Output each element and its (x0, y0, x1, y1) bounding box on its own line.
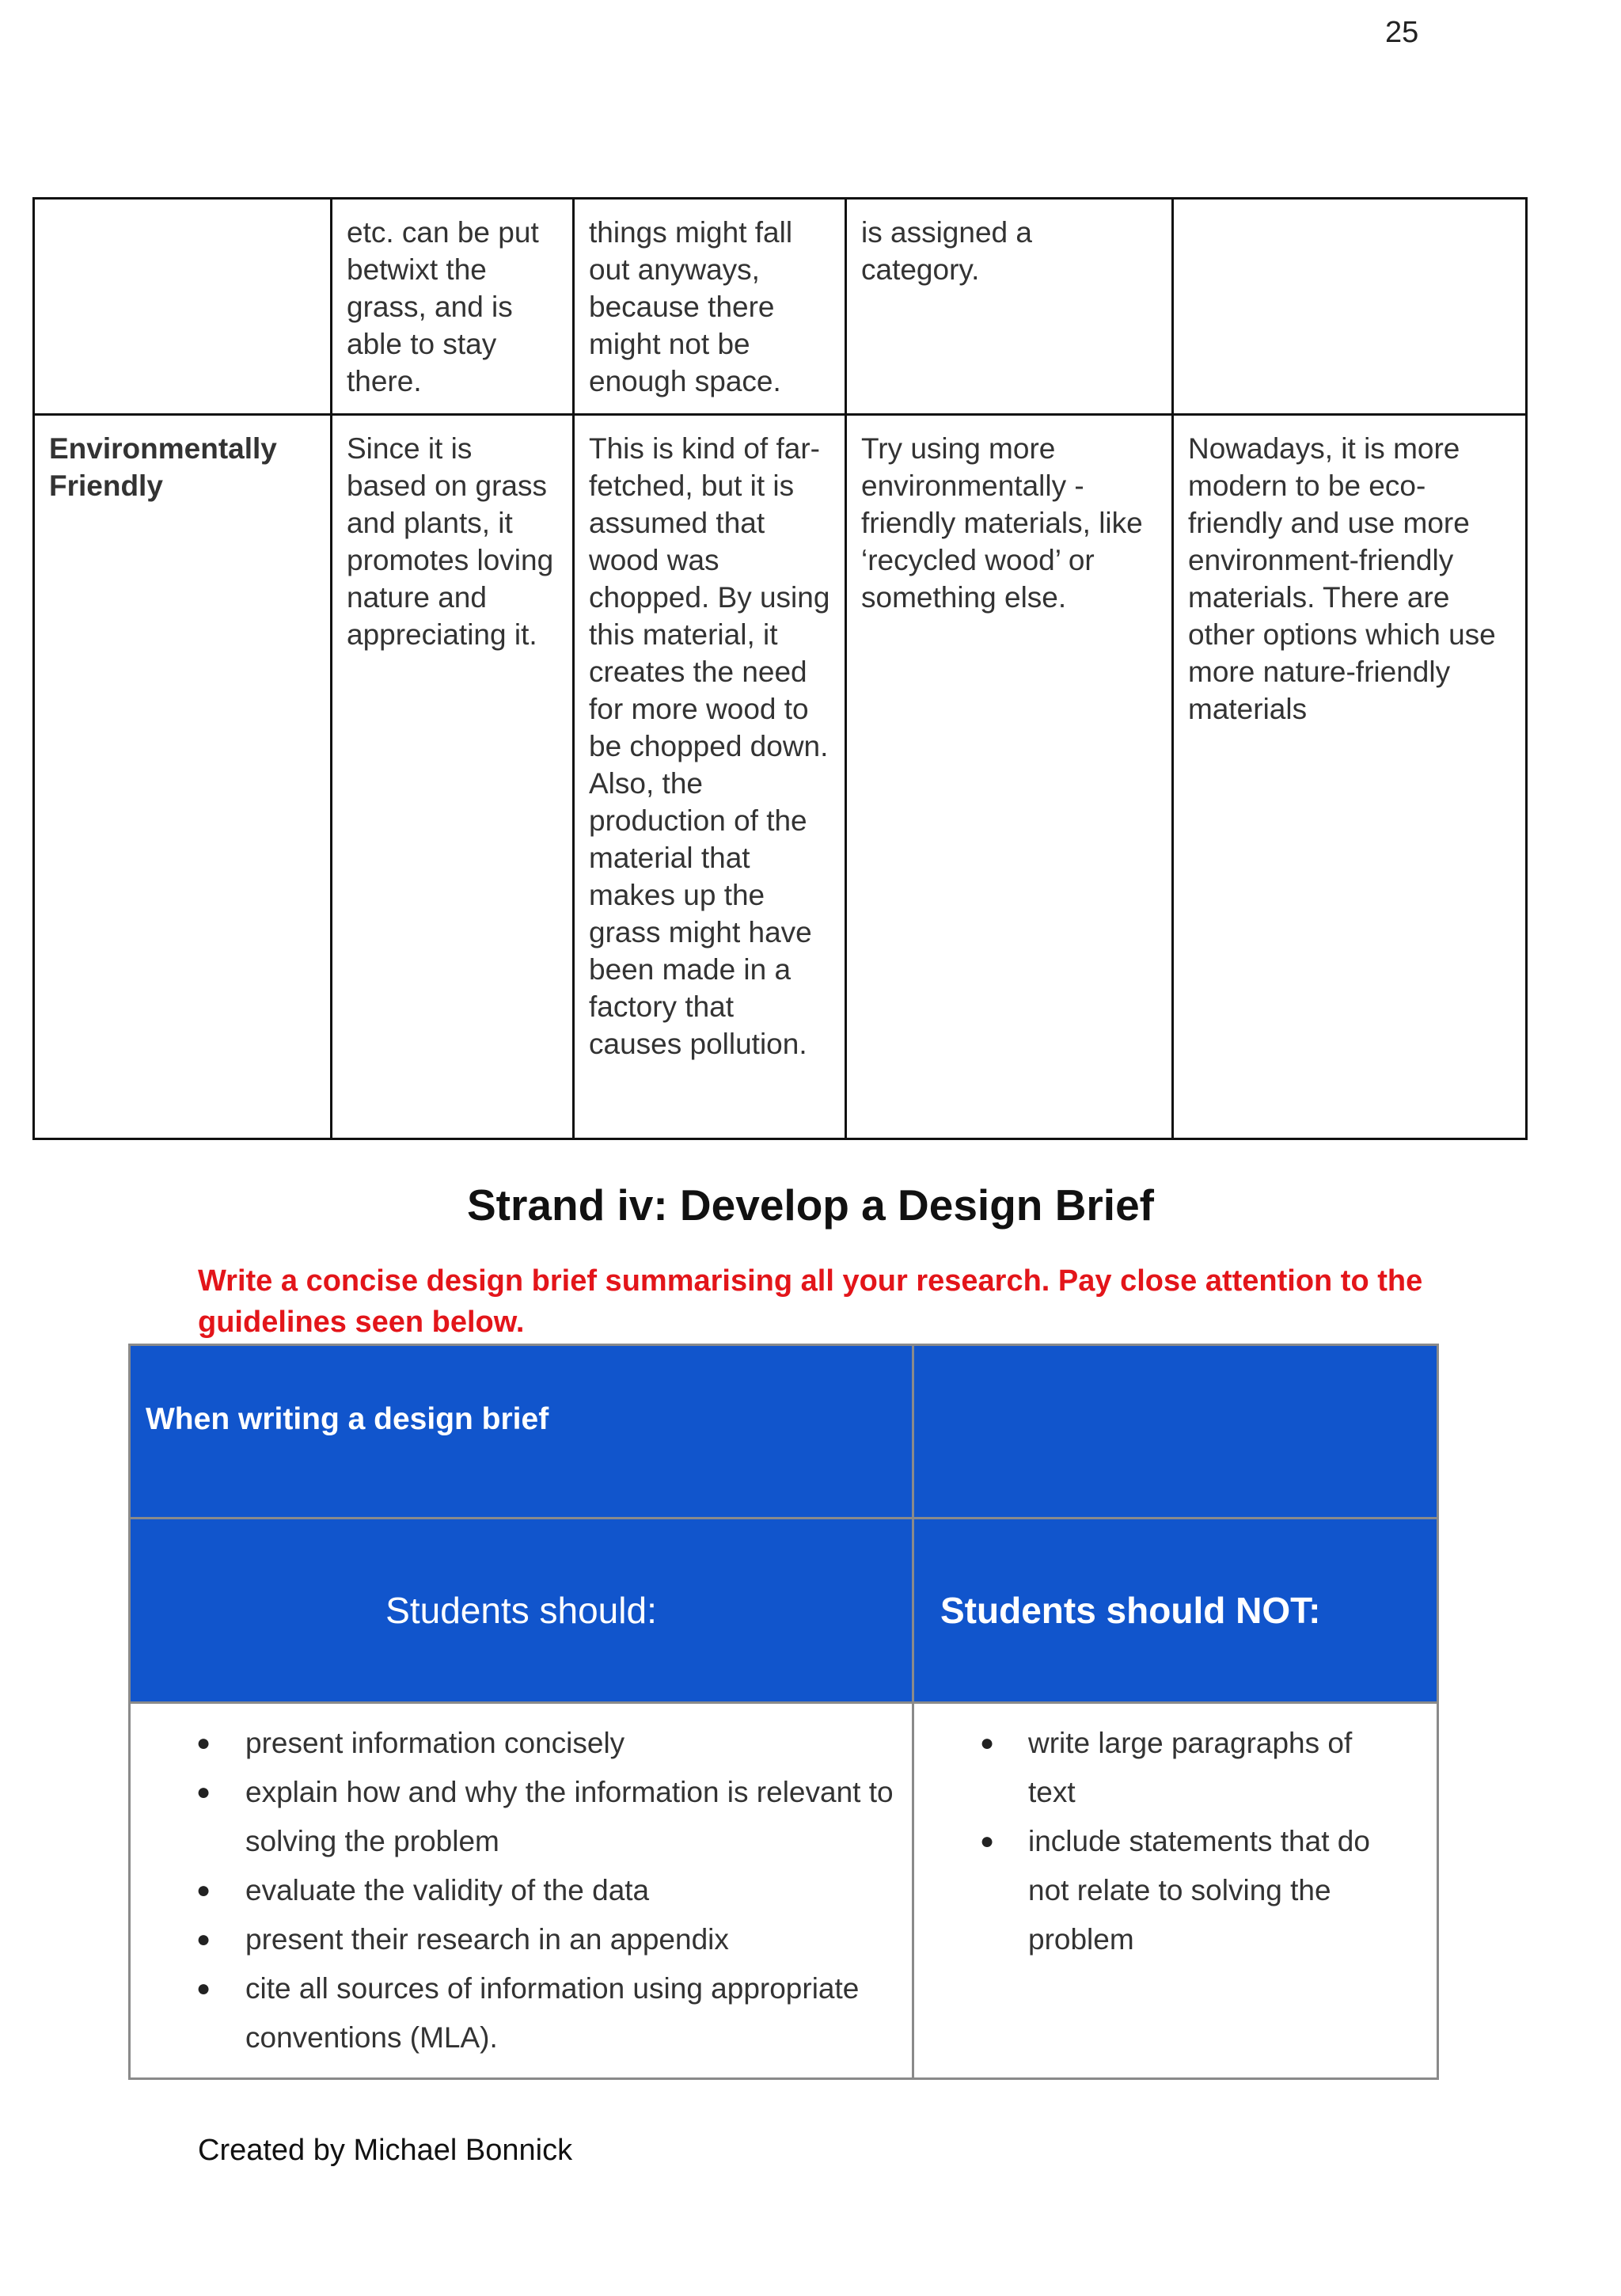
section-heading: Strand iv: Develop a Design Brief (467, 1180, 1154, 1230)
table-cell: is assigned a category. (846, 199, 1173, 415)
footer-credit: Created by Michael Bonnick (198, 2134, 573, 2167)
bullet-icon: ● (196, 1926, 211, 1952)
criterion-label: Environmentally Friendly (49, 432, 277, 502)
bullet-icon: ● (196, 1779, 211, 1805)
table-row (34, 199, 1527, 415)
list-item: ● cite all sources of information using appropriate conventions (MLA). (131, 1964, 911, 2062)
list-item: ● explain how and why the information is relevant to solving the problem (131, 1768, 911, 1866)
list-item: ● evaluate the validity of the data (131, 1866, 911, 1915)
should-list (131, 1705, 911, 2062)
table-row (130, 1703, 1438, 2079)
bullet-icon: ● (196, 1975, 211, 2001)
table-cell: This is kind of far-fetched, but it is assumed that wood was chopped. By using this material, it creates the need for more wood to be chopped down. Also, the production of the material that makes up the grass might have been made in a factory that causes pollution. (574, 415, 846, 1139)
instruction-text: Write a concise design brief summarising all your research. Pay close attention to the guidelines seen below. (198, 1264, 1423, 1339)
criterion-cell (34, 415, 332, 1139)
should-not-list-cell (913, 1703, 1438, 2079)
bullet-icon: ● (980, 1828, 995, 1854)
empty-header-cell (913, 1345, 1438, 1519)
brief-title-cell (130, 1345, 913, 1519)
table-cell (1173, 199, 1527, 415)
bullet-icon: ● (196, 1877, 211, 1903)
bullet-icon: ● (196, 1730, 211, 1756)
should-not-list (915, 1705, 1436, 1964)
table-row (130, 1345, 1438, 1519)
brief-title: When writing a design brief (146, 1402, 549, 1436)
list-item: ● present their research in an appendix (131, 1915, 911, 1964)
list-item: ● include statements that do not relate to solving the problem (915, 1817, 1436, 1964)
list-item: ● write large paragraphs of text (915, 1719, 1436, 1817)
design-brief-table (128, 1344, 1439, 2080)
criterion-cell (34, 199, 332, 415)
table-cell: Try using more environmentally - friendly materials, like ‘recycled wood’ or something else. (846, 415, 1173, 1139)
table-cell: Nowadays, it is more modern to be eco-friendly and use more environment-friendly materials. There are other options which use more nature-friendly materials (1173, 415, 1527, 1139)
table-cell: things might fall out anyways, because there might not be enough space. (574, 199, 846, 415)
evaluation-table (32, 197, 1528, 1140)
page-number: 25 (1385, 16, 1419, 49)
table-row (34, 415, 1527, 1139)
table-cell: etc. can be put betwixt the grass, and is able to stay there. (332, 199, 574, 415)
bullet-icon: ● (980, 1730, 995, 1756)
table-row (130, 1519, 1438, 1703)
should-header: Students should: (130, 1519, 913, 1703)
should-list-cell (130, 1703, 913, 2079)
should-not-header: Students should NOT: (913, 1519, 1438, 1703)
table-cell: Since it is based on grass and plants, it promotes loving nature and appreciating it. (332, 415, 574, 1139)
list-item: ● present information concisely (131, 1719, 911, 1768)
